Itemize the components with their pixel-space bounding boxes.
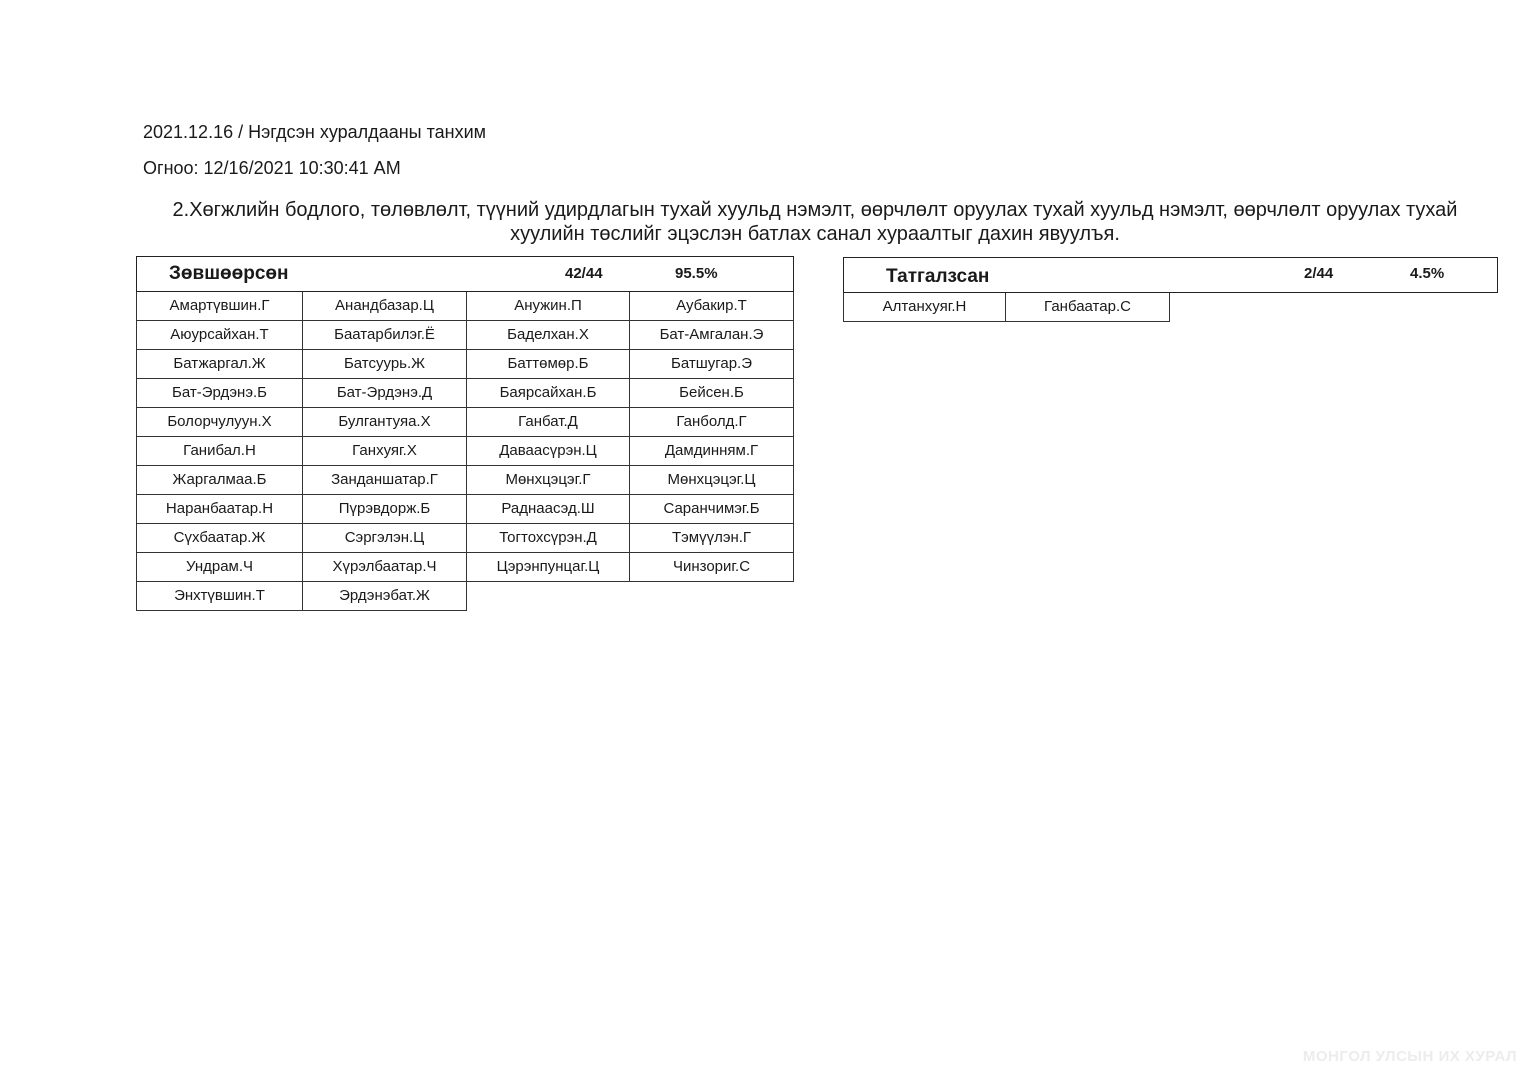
voter-name-cell: Ганибал.Н xyxy=(137,437,303,466)
voter-name-cell: Хүрэлбаатар.Ч xyxy=(303,553,467,582)
voter-name-cell: Анандбазар.Ц xyxy=(303,292,467,321)
voter-name-cell: Жаргалмаа.Б xyxy=(137,466,303,495)
voter-name-cell: Батжаргал.Ж xyxy=(137,350,303,379)
voter-name-cell: Пүрэвдорж.Б xyxy=(303,495,467,524)
voter-name-cell: Булгантуяа.Х xyxy=(303,408,467,437)
no-vote-label: Татгалзсан xyxy=(886,266,990,287)
voter-name-cell: Алтанхуяг.Н xyxy=(844,293,1006,322)
voter-name-cell: Болорчулуун.Х xyxy=(137,408,303,437)
voter-name-cell: Мөнхцэцэг.Ц xyxy=(630,466,794,495)
no-voter-list xyxy=(843,293,1171,322)
voter-name-cell: Ганхуяг.Х xyxy=(303,437,467,466)
voter-name-cell: Бат-Эрдэнэ.Д xyxy=(303,379,467,408)
voter-name-cell: Эрдэнэбат.Ж xyxy=(303,582,467,611)
no-vote-block xyxy=(843,257,1498,322)
voter-name-cell: Амартүвшин.Г xyxy=(137,292,303,321)
session-line: 2021.12.16 / Нэгдсэн хуралдааны танхим xyxy=(143,122,487,142)
voter-name-cell: Тогтохсүрэн.Д xyxy=(467,524,630,553)
no-vote-header xyxy=(843,257,1498,293)
voter-name-cell: Ганболд.Г xyxy=(630,408,794,437)
voter-name-cell: Анужин.П xyxy=(467,292,630,321)
voter-name-cell: Сүхбаатар.Ж xyxy=(137,524,303,553)
date-line: Огноо: 12/16/2021 10:30:41 AM xyxy=(143,158,401,178)
yes-vote-count: 42/44 xyxy=(565,265,603,282)
voter-name-cell: Батшугар.Э xyxy=(630,350,794,379)
voter-name-cell: Аюурсайхан.Т xyxy=(137,321,303,350)
voter-name-cell: Баттөмөр.Б xyxy=(467,350,630,379)
yes-vote-percent: 95.5% xyxy=(675,265,718,282)
voter-name-cell: Баярсайхан.Б xyxy=(467,379,630,408)
agenda-item-title: 2.Хөгжлийн бодлого, төлөвлөлт, түүний удирдлагын тухай хуульд нэмэлт, өөрчлөлт оруулах тухай хуульд нэмэлт, өөрчлөлт оруулах тухай хуулийн төслийг эцэслэн батлах санал хураалтыг дахин явуулъя. xyxy=(172,199,1458,245)
no-vote-percent: 4.5% xyxy=(1410,265,1445,282)
yes-voter-list xyxy=(136,292,795,611)
no-vote-count: 2/44 xyxy=(1304,265,1334,282)
voter-name-cell: Сэргэлэн.Ц xyxy=(303,524,467,553)
voter-name-cell: Батсуурь.Ж xyxy=(303,350,467,379)
yes-vote-block xyxy=(136,256,794,611)
watermark: МОНГОЛ УЛСЫН ИХ ХУРАЛ xyxy=(1302,1048,1517,1065)
voter-name-cell: Наранбаатар.Н xyxy=(137,495,303,524)
voter-name-cell: Бат-Эрдэнэ.Б xyxy=(137,379,303,408)
voter-name-cell: Цэрэнпунцаг.Ц xyxy=(467,553,630,582)
voter-name-cell: Тэмүүлэн.Г xyxy=(630,524,794,553)
voter-name-cell: Ундрам.Ч xyxy=(137,553,303,582)
voter-name-cell: Чинзориг.С xyxy=(630,553,794,582)
yes-vote-header xyxy=(136,256,794,292)
voter-name-cell: Бейсен.Б xyxy=(630,379,794,408)
voter-name-cell: Ганбат.Д xyxy=(467,408,630,437)
voter-name-cell: Баделхан.Х xyxy=(467,321,630,350)
voter-name-cell: Даваасүрэн.Ц xyxy=(467,437,630,466)
voter-name-cell: Раднаасэд.Ш xyxy=(467,495,630,524)
voter-name-cell: Занданшатар.Г xyxy=(303,466,467,495)
voter-name-cell: Саранчимэг.Б xyxy=(630,495,794,524)
yes-vote-label: Зөвшөөрсөн xyxy=(169,263,289,284)
voter-name-cell: Ганбаатар.С xyxy=(1006,293,1170,322)
voter-name-cell: Мөнхцэцэг.Г xyxy=(467,466,630,495)
voter-name-cell: Аубакир.Т xyxy=(630,292,794,321)
voter-name-cell: Дамдинням.Г xyxy=(630,437,794,466)
voter-name-cell: Бат-Амгалан.Э xyxy=(630,321,794,350)
voter-name-cell: Энхтүвшин.Т xyxy=(137,582,303,611)
voter-name-cell: Баатарбилэг.Ё xyxy=(303,321,467,350)
